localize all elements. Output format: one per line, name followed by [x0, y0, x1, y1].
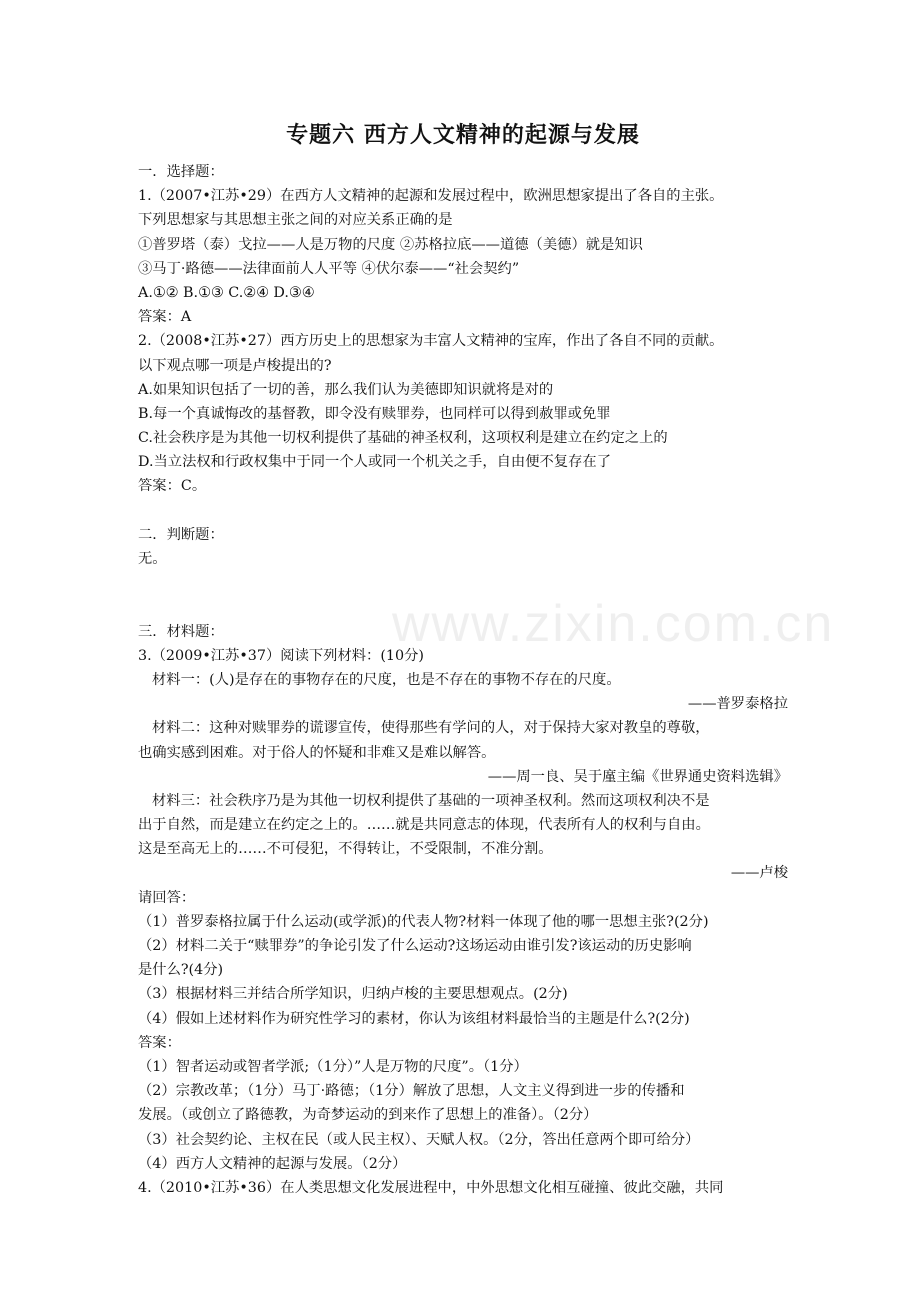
spacer: [138, 595, 788, 619]
answer-text: 答案：C。: [138, 478, 207, 495]
material-text: 材料三：社会秩序乃是为其他一切权利提供了基础的一项神圣权利。然而这项权利决不是: [152, 792, 710, 809]
answer-text: （1）智者运动或智者学派;（1分）”人是万物的尺度”。（1分）: [138, 1058, 528, 1075]
question-option: B.每一个真诚悔改的基督教，即令没有赎罪券，也同样可以得到赦罪或免罪: [138, 405, 611, 422]
material-text: 材料一：(人)是存在的事物存在的尺度，也是不存在的事物不存在的尺度。: [152, 671, 621, 688]
sub-question: （3）根据材料三并结合所学知识，归纳卢梭的主要思想观点。(2分): [138, 986, 568, 1003]
sub-question: （2）材料二关于“赎罪券”的争论引发了什么运动?这场运动由谁引发?该运动的历史影响: [138, 938, 692, 954]
section-heading: 二．判断题：: [138, 526, 224, 543]
sub-question: （4）假如上述材料作为研究性学习的素材，你认为该组材料最恰当的主题是什么?(2分): [138, 1010, 690, 1027]
question-option: ③马丁·路德——法律面前人人平等 ④伏尔泰——“社会契约”: [138, 260, 520, 277]
answer-text: （4）西方人文精神的起源与发展。（2分）: [138, 1155, 407, 1172]
spacer: [138, 571, 788, 595]
sub-question: 是什么?(4分): [138, 962, 224, 979]
material-text: 出于自然，而是建立在约定之上的。……就是共同意志的体现，代表所有人的权利与自由。: [138, 817, 710, 834]
material-text: 材料二：这种对赎罪券的谎谬宣传，使得那些有学问的人，对于保持大家对教皇的尊敬，: [152, 720, 710, 737]
answer-text: 发展。（或创立了路德教，为奇梦运动的到来作了思想上的准备）。（2分）: [138, 1107, 598, 1124]
section-heading: 三．材料题：: [138, 623, 224, 640]
question-option: A.如果知识包括了一切的善，那么我们认为美德即知识就将是对的: [138, 381, 554, 398]
material-text: 也确实感到困难。对于俗人的怀疑和非难又是难以解答。: [138, 744, 496, 761]
section-content: 无。: [138, 551, 167, 567]
material-text: 这是至高无上的……不可侵犯，不得转让，不受限制，不准分割。: [138, 841, 553, 858]
answer-label: 答案：: [138, 1034, 181, 1051]
question-stem: 2.（2008•江苏•27）西方历史上的思想家为丰富人文精神的宝库，作出了各自不同的贡献。: [138, 333, 724, 350]
sub-question: （1）普罗泰格拉属于什么运动(或学派)的代表人物?材料一体现了他的哪一思想主张?(2分): [138, 913, 709, 930]
material-source: ——周一良、吴于廑主编《世界通史资料选辑》: [487, 768, 788, 785]
document-body: [138, 160, 788, 1200]
prompt-label: 请回答：: [138, 889, 196, 906]
question-stem: 下列思想家与其思想主张之间的对应关系正确的是: [138, 212, 453, 229]
material-source: ——普罗泰格拉: [687, 696, 788, 713]
answer-text: （3）社会契约论、主权在民（或人民主权）、天赋人权。（2分，答出任意两个即可给分）: [138, 1131, 700, 1148]
section-heading: 一．选择题：: [138, 164, 224, 180]
question-stem: 3.（2009•江苏•37）阅读下列材料：(10分): [138, 647, 424, 664]
question-stem: 1.（2007•江苏•29）在西方人文精神的起源和发展过程中，欧洲思想家提出了各自的主张。: [138, 188, 724, 205]
material-source: ——卢梭: [730, 865, 788, 882]
question-stem: 4.（2010•江苏•36）在人类思想文化发展进程中，中外思想文化相互碰撞、彼此交融，共同: [138, 1179, 724, 1196]
watermark: www.zixin.com.cn: [392, 595, 835, 653]
page-title: 专题六 西方人文精神的起源与发展: [286, 123, 640, 148]
spacer: [138, 499, 788, 523]
question-option: C.社会秩序是为其他一切权利提供了基础的神圣权利，这项权利是建立在约定之上的: [138, 430, 668, 447]
question-option: ①普罗塔（泰）戈拉——人是万物的尺度 ②苏格拉底——道德（美德）就是知识: [138, 236, 643, 253]
answer-text: 答案：A: [138, 309, 192, 326]
question-option: D.当立法权和行政权集中于同一个人或同一个机关之手，自由便不复存在了: [138, 454, 611, 471]
question-stem: 以下观点哪一项是卢梭提出的?: [138, 357, 332, 374]
question-choices: A.①② B.①③ C.②④ D.③④: [138, 284, 315, 301]
answer-text: （2）宗教改革；（1分）马丁·路德；（1分）解放了思想，人文主义得到进一步的传播和: [138, 1083, 685, 1100]
